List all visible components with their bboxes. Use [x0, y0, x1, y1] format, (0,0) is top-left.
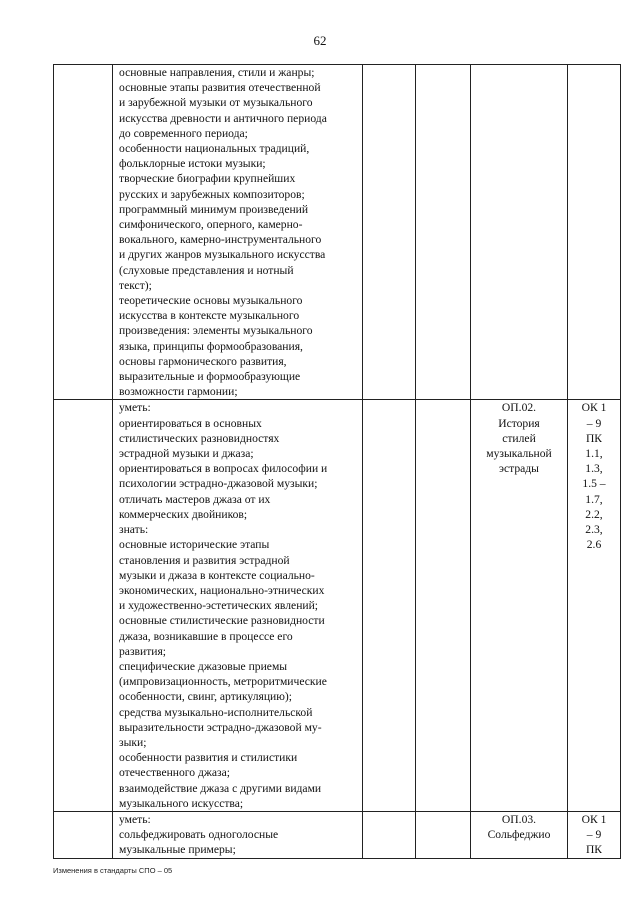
- requirement-line: становления и развития эстрадной: [119, 553, 290, 567]
- competency-line: ПК: [585, 431, 603, 445]
- requirement-line: и других жанров музыкального искусства: [119, 248, 326, 262]
- empty-cell: [416, 65, 471, 400]
- competency-line: ПК: [585, 843, 603, 857]
- competency-line: 1.7,: [585, 492, 603, 506]
- requirement-line: основные стилистические разновидности: [119, 614, 325, 628]
- requirement-line: до современного периода;: [119, 126, 248, 140]
- requirement-line: основы гармонического развития,: [119, 354, 287, 368]
- competency-line: 2.3,: [585, 523, 603, 537]
- competencies-cell: [568, 811, 621, 858]
- requirement-line: ориентироваться в вопросах философии и: [119, 462, 328, 476]
- requirement-line: взаимодействие джаза с другими видами: [119, 781, 322, 795]
- competency-line: 1.1,: [585, 447, 603, 461]
- requirements-cell: [113, 811, 363, 858]
- requirement-line: русских и зарубежных композиторов;: [119, 187, 305, 201]
- requirement-line: основные этапы развития отечественной: [119, 81, 321, 95]
- requirement-line: уметь:: [119, 812, 151, 826]
- discipline-cell: [471, 65, 568, 400]
- requirement-line: сольфеджировать одноголосные: [119, 828, 279, 842]
- competencies-cell: [568, 65, 621, 400]
- requirement-line: и зарубежной музыки от музыкального: [119, 96, 313, 110]
- requirement-line: развития;: [119, 644, 167, 658]
- requirement-line: творческие биографии крупнейших: [119, 172, 296, 186]
- empty-cell: [416, 811, 471, 858]
- requirement-line: языка, принципы формообразования,: [119, 339, 303, 353]
- requirement-line: отечественного джаза;: [119, 766, 230, 780]
- standards-table: [53, 64, 621, 859]
- empty-cell: [363, 400, 416, 811]
- discipline-line: стилей: [502, 431, 536, 445]
- discipline-cell: [471, 400, 568, 811]
- requirement-line: симфонического, оперного, камерно-: [119, 218, 303, 232]
- requirement-line: и художественно-эстетических явлений;: [119, 599, 319, 613]
- requirement-line: произведения: элементы музыкального: [119, 324, 313, 338]
- requirement-line: эстрадной музыки и джаза;: [119, 447, 254, 461]
- discipline-line: эстрады: [499, 462, 539, 476]
- competency-line: ОК 1: [581, 401, 607, 415]
- requirement-line: уметь:: [119, 401, 151, 415]
- requirement-line: специфические джазовые приемы: [119, 659, 288, 673]
- requirement-line: текст);: [119, 278, 152, 292]
- standards-table-container: [53, 64, 607, 859]
- competency-line: 1.5 –: [582, 477, 606, 491]
- requirement-line: знать:: [119, 523, 149, 537]
- requirement-line: джаза, возникавшие в процессе его: [119, 629, 293, 643]
- requirement-line: особенности национальных традиций,: [119, 142, 310, 156]
- requirement-line: выразительные и формообразующие: [119, 370, 301, 384]
- requirement-line: музыки и джаза в контексте социально-: [119, 568, 315, 582]
- empty-cell: [416, 400, 471, 811]
- competency-line: 2.6: [586, 538, 602, 552]
- requirement-line: вокального, камерно-инструментального: [119, 233, 322, 247]
- requirement-line: экономических, национально-этнических: [119, 583, 325, 597]
- requirement-line: зыки;: [119, 735, 147, 749]
- requirement-line: искусства древности и античного периода: [119, 111, 327, 125]
- discipline-line: Сольфеджио: [487, 828, 551, 842]
- discipline-line: музыкальной: [486, 447, 552, 461]
- footer-note: Изменения в стандарты СПО – 05: [53, 866, 173, 875]
- requirement-line: музыкального искусства;: [119, 796, 244, 810]
- requirement-line: психологии эстрадно-джазовой музыки;: [119, 477, 318, 491]
- competencies-cell: [568, 400, 621, 811]
- requirement-line: коммерческих двойников;: [119, 507, 248, 521]
- requirement-line: возможности гармонии;: [119, 385, 238, 399]
- table-row: [54, 400, 621, 811]
- requirement-line: программный минимум произведений: [119, 202, 309, 216]
- requirements-cell: [113, 65, 363, 400]
- discipline-line: ОП.03.: [501, 812, 537, 826]
- table-row: [54, 65, 621, 400]
- competency-line: – 9: [586, 416, 602, 430]
- competency-line: – 9: [586, 828, 602, 842]
- empty-cell: [363, 65, 416, 400]
- table-row: [54, 811, 621, 858]
- requirement-line: основные исторические этапы: [119, 538, 270, 552]
- requirement-line: выразительности эстрадно-джазовой му-: [119, 720, 322, 734]
- discipline-line: История: [498, 416, 540, 430]
- requirement-line: теоретические основы музыкального: [119, 294, 303, 308]
- requirement-line: (импровизационность, метроритмические: [119, 675, 327, 689]
- competency-line: 1.3,: [585, 462, 603, 476]
- requirement-line: стилистических разновидностях: [119, 431, 280, 445]
- competency-line: 2.2,: [585, 507, 603, 521]
- requirement-line: фольклорные истоки музыки;: [119, 157, 266, 171]
- requirements-cell: [113, 400, 363, 811]
- page-number: 62: [313, 33, 327, 48]
- discipline-cell: [471, 811, 568, 858]
- requirement-line: отличать мастеров джаза от их: [119, 492, 271, 506]
- requirement-line: искусства в контексте музыкального: [119, 309, 300, 323]
- requirement-line: особенности, свинг, артикуляцию);: [119, 690, 292, 704]
- competency-line: ОК 1: [581, 812, 607, 826]
- requirement-line: (слуховые представления и нотный: [119, 263, 294, 277]
- requirement-line: ориентироваться в основных: [119, 416, 262, 430]
- index-cell: [54, 400, 113, 811]
- discipline-line: ОП.02.: [501, 401, 537, 415]
- empty-cell: [363, 811, 416, 858]
- requirement-line: особенности развития и стилистики: [119, 751, 298, 765]
- requirement-line: основные направления, стили и жанры;: [119, 66, 315, 79]
- index-cell: [54, 65, 113, 400]
- index-cell: [54, 811, 113, 858]
- requirement-line: музыкальные примеры;: [119, 843, 236, 857]
- requirement-line: средства музыкально-исполнительской: [119, 705, 313, 719]
